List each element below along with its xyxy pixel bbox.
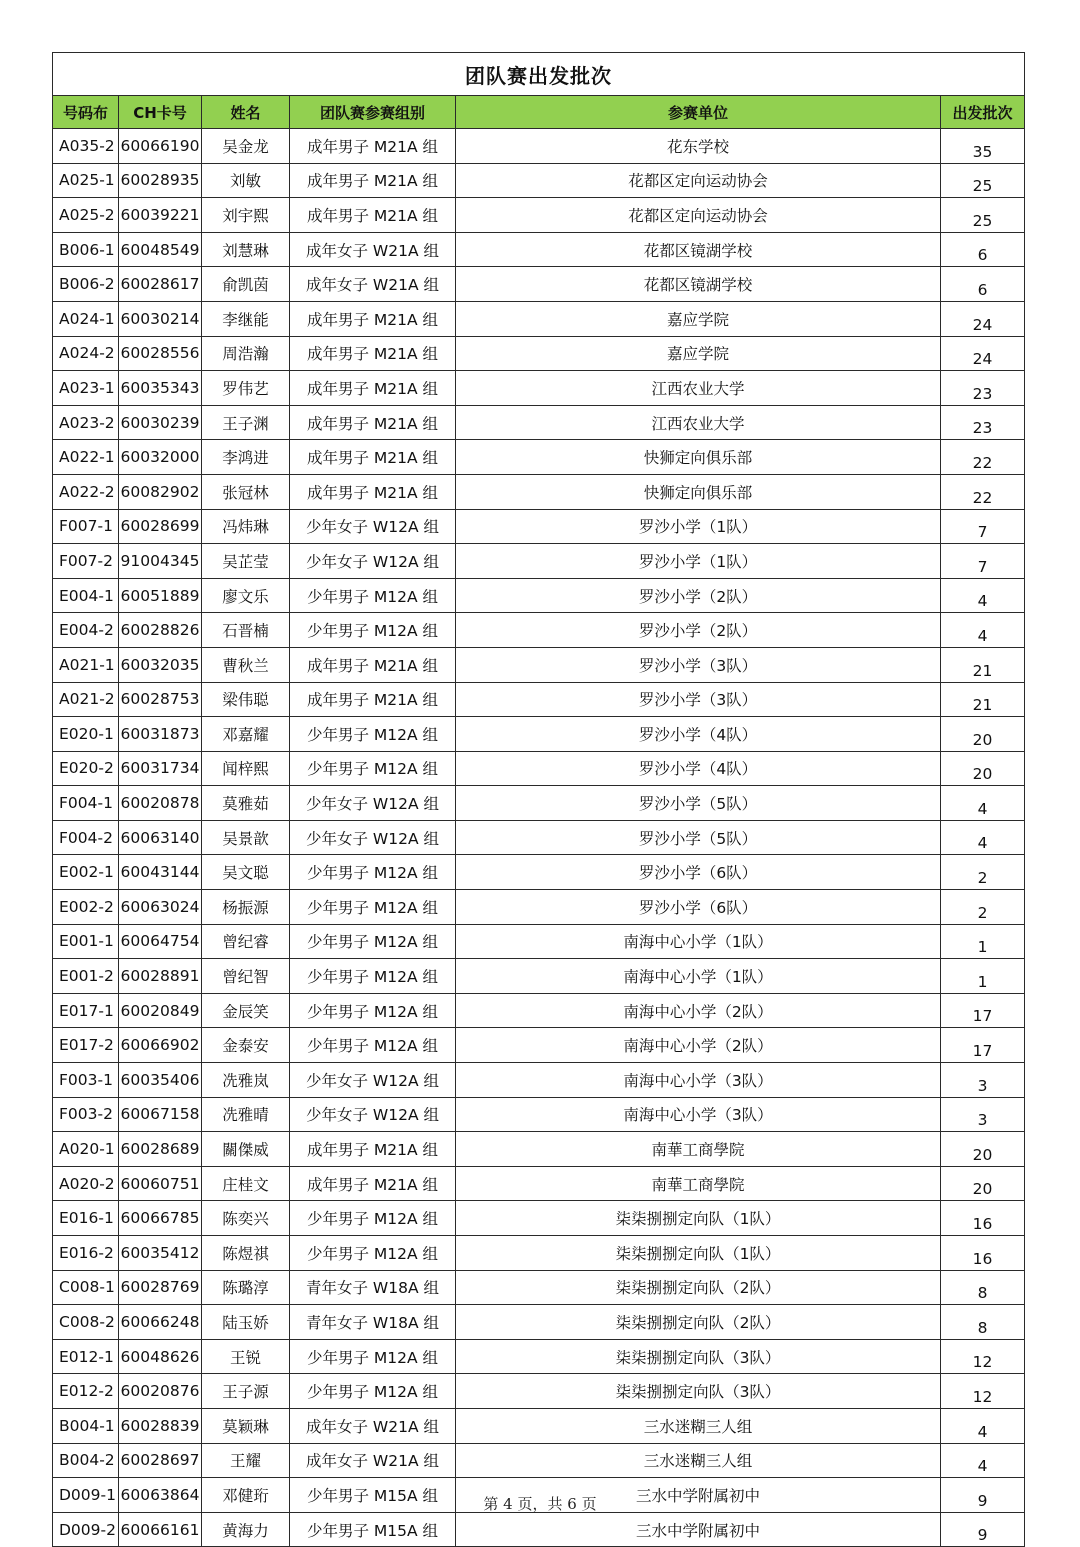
name-cell: 刘敏 — [202, 163, 290, 198]
name-cell: 杨振源 — [202, 890, 290, 925]
batch-cell: 4 — [941, 1443, 1025, 1478]
ch-card-cell: 60028689 — [119, 1132, 202, 1167]
group-cell: 少年男子 M12A 组 — [290, 751, 456, 786]
ch-card-cell: 60028556 — [119, 336, 202, 371]
group-cell: 少年男子 M12A 组 — [290, 924, 456, 959]
batch-cell: 21 — [941, 647, 1025, 682]
bib-cell: E016-2 — [53, 1236, 119, 1271]
group-cell: 成年女子 W21A 组 — [290, 232, 456, 267]
bib-cell: E020-2 — [53, 751, 119, 786]
header-unit: 参赛单位 — [456, 96, 941, 129]
table-row — [53, 440, 1025, 475]
ch-card-cell: 60031734 — [119, 751, 202, 786]
batch-cell: 1 — [941, 959, 1025, 994]
batch-cell: 4 — [941, 1408, 1025, 1443]
table-row — [53, 1408, 1025, 1443]
name-cell: 闻梓熙 — [202, 751, 290, 786]
table-row — [53, 1339, 1025, 1374]
table-title: 团队赛出发批次 — [53, 53, 1025, 96]
unit-cell: 嘉应学院 — [456, 301, 941, 336]
ch-card-cell: 60066190 — [119, 129, 202, 164]
unit-cell: 南海中心小学（3队） — [456, 1063, 941, 1098]
unit-cell: 罗沙小学（1队） — [456, 544, 941, 579]
batch-cell: 17 — [941, 993, 1025, 1028]
batch-cell: 6 — [941, 267, 1025, 302]
bib-cell: A021-2 — [53, 682, 119, 717]
batch-cell: 20 — [941, 751, 1025, 786]
group-cell: 少年男子 M15A 组 — [290, 1512, 456, 1547]
unit-cell: 罗沙小学（3队） — [456, 682, 941, 717]
group-cell: 成年女子 W21A 组 — [290, 1408, 456, 1443]
batch-cell: 9 — [941, 1512, 1025, 1547]
table-row — [53, 1097, 1025, 1132]
unit-cell: 南海中心小学（2队） — [456, 1028, 941, 1063]
batch-cell: 7 — [941, 544, 1025, 579]
name-cell: 曾纪智 — [202, 959, 290, 994]
group-cell: 少年男子 M12A 组 — [290, 1236, 456, 1271]
bib-cell: C008-1 — [53, 1270, 119, 1305]
group-cell: 成年男子 M21A 组 — [290, 1166, 456, 1201]
name-cell: 金辰笑 — [202, 993, 290, 1028]
bib-cell: B004-1 — [53, 1408, 119, 1443]
header-group: 团队赛参赛组别 — [290, 96, 456, 129]
name-cell: 王子渊 — [202, 405, 290, 440]
ch-card-cell: 60028891 — [119, 959, 202, 994]
ch-card-cell: 60032000 — [119, 440, 202, 475]
name-cell: 王耀 — [202, 1443, 290, 1478]
page-footer: 第 4 页，共 6 页 — [483, 1495, 597, 1513]
name-cell: 曾纪睿 — [202, 924, 290, 959]
table-row — [53, 682, 1025, 717]
bib-cell: E001-2 — [53, 959, 119, 994]
batch-cell: 25 — [941, 163, 1025, 198]
batch-cell: 7 — [941, 509, 1025, 544]
header-ch-card: CH卡号 — [119, 96, 202, 129]
bib-cell: E016-1 — [53, 1201, 119, 1236]
name-cell: 周浩瀚 — [202, 336, 290, 371]
unit-cell: 三水迷糊三人组 — [456, 1408, 941, 1443]
group-cell: 青年女子 W18A 组 — [290, 1270, 456, 1305]
table-row — [53, 578, 1025, 613]
group-cell: 成年男子 M21A 组 — [290, 301, 456, 336]
table-row — [53, 786, 1025, 821]
table-row — [53, 924, 1025, 959]
table-body — [53, 129, 1025, 1547]
group-cell: 少年男子 M12A 组 — [290, 613, 456, 648]
name-cell: 冯炜琳 — [202, 509, 290, 544]
name-cell: 關傑威 — [202, 1132, 290, 1167]
ch-card-cell: 60048626 — [119, 1339, 202, 1374]
batch-cell: 23 — [941, 405, 1025, 440]
table-row — [53, 993, 1025, 1028]
bib-cell: A025-1 — [53, 163, 119, 198]
unit-cell: 罗沙小学（1队） — [456, 509, 941, 544]
ch-card-cell: 60035412 — [119, 1236, 202, 1271]
group-cell: 少年男子 M12A 组 — [290, 855, 456, 890]
name-cell: 罗伟艺 — [202, 371, 290, 406]
bib-cell: F003-1 — [53, 1063, 119, 1098]
ch-card-cell: 60020878 — [119, 786, 202, 821]
table-row — [53, 267, 1025, 302]
group-cell: 少年男子 M12A 组 — [290, 1028, 456, 1063]
name-cell: 俞凯茵 — [202, 267, 290, 302]
group-cell: 少年男子 M12A 组 — [290, 1374, 456, 1409]
batch-cell: 22 — [941, 474, 1025, 509]
group-cell: 少年女子 W12A 组 — [290, 544, 456, 579]
batch-cell: 16 — [941, 1236, 1025, 1271]
batch-cell: 22 — [941, 440, 1025, 475]
bib-cell: A024-2 — [53, 336, 119, 371]
ch-card-cell: 60030239 — [119, 405, 202, 440]
unit-cell: 南華工商學院 — [456, 1132, 941, 1167]
name-cell: 廖文乐 — [202, 578, 290, 613]
unit-cell: 柒柒捌捌定向队（1队） — [456, 1236, 941, 1271]
name-cell: 王子源 — [202, 1374, 290, 1409]
batch-cell: 35 — [941, 129, 1025, 164]
name-cell: 李鸿进 — [202, 440, 290, 475]
unit-cell: 南海中心小学（1队） — [456, 924, 941, 959]
name-cell: 邓健珩 — [202, 1478, 290, 1513]
ch-card-cell: 91004345 — [119, 544, 202, 579]
group-cell: 少年男子 M12A 组 — [290, 717, 456, 752]
ch-card-cell: 60066785 — [119, 1201, 202, 1236]
table-row — [53, 1236, 1025, 1271]
bib-cell: E017-2 — [53, 1028, 119, 1063]
group-cell: 成年女子 W21A 组 — [290, 267, 456, 302]
unit-cell: 柒柒捌捌定向队（2队） — [456, 1270, 941, 1305]
batch-cell: 23 — [941, 371, 1025, 406]
batch-cell: 8 — [941, 1270, 1025, 1305]
group-cell: 少年男子 M12A 组 — [290, 1201, 456, 1236]
name-cell: 陆玉娇 — [202, 1305, 290, 1340]
batch-cell: 4 — [941, 820, 1025, 855]
unit-cell: 花都区镜湖学校 — [456, 232, 941, 267]
group-cell: 成年女子 W21A 组 — [290, 1443, 456, 1478]
ch-card-cell: 60028839 — [119, 1408, 202, 1443]
bib-cell: A024-1 — [53, 301, 119, 336]
ch-card-cell: 60063024 — [119, 890, 202, 925]
ch-card-cell: 60031873 — [119, 717, 202, 752]
batch-cell: 1 — [941, 924, 1025, 959]
bib-cell: A020-1 — [53, 1132, 119, 1167]
bib-cell: C008-2 — [53, 1305, 119, 1340]
batch-cell: 2 — [941, 890, 1025, 925]
table-row — [53, 855, 1025, 890]
ch-card-cell: 60051889 — [119, 578, 202, 613]
name-cell: 冼雅晴 — [202, 1097, 290, 1132]
group-cell: 少年男子 M12A 组 — [290, 1339, 456, 1374]
bib-cell: E002-2 — [53, 890, 119, 925]
group-cell: 成年男子 M21A 组 — [290, 163, 456, 198]
table-row — [53, 820, 1025, 855]
unit-cell: 南海中心小学（2队） — [456, 993, 941, 1028]
ch-card-cell: 60066902 — [119, 1028, 202, 1063]
name-cell: 陈奕兴 — [202, 1201, 290, 1236]
unit-cell: 江西农业大学 — [456, 405, 941, 440]
batch-cell: 4 — [941, 578, 1025, 613]
bib-cell: A022-1 — [53, 440, 119, 475]
batch-cell: 12 — [941, 1374, 1025, 1409]
table-row — [53, 129, 1025, 164]
table-row — [53, 1305, 1025, 1340]
table-row — [53, 198, 1025, 233]
bib-cell: B006-1 — [53, 232, 119, 267]
batch-cell: 4 — [941, 613, 1025, 648]
batch-cell: 20 — [941, 1132, 1025, 1167]
unit-cell: 江西农业大学 — [456, 371, 941, 406]
table-row — [53, 1374, 1025, 1409]
bib-cell: E002-1 — [53, 855, 119, 890]
ch-card-cell: 60066248 — [119, 1305, 202, 1340]
bib-cell: A021-1 — [53, 647, 119, 682]
bib-cell: A035-2 — [53, 129, 119, 164]
bib-cell: E012-1 — [53, 1339, 119, 1374]
table-row — [53, 1201, 1025, 1236]
table-row — [53, 163, 1025, 198]
group-cell: 少年男子 M12A 组 — [290, 578, 456, 613]
bib-cell: E001-1 — [53, 924, 119, 959]
unit-cell: 三水中学附属初中 — [456, 1478, 941, 1513]
table-row — [53, 1166, 1025, 1201]
name-cell: 王锐 — [202, 1339, 290, 1374]
unit-cell: 三水迷糊三人组 — [456, 1443, 941, 1478]
table-row — [53, 1443, 1025, 1478]
group-cell: 少年女子 W12A 组 — [290, 509, 456, 544]
batch-cell: 9 — [941, 1478, 1025, 1513]
group-cell: 少年女子 W12A 组 — [290, 1097, 456, 1132]
table-row — [53, 959, 1025, 994]
batch-cell: 20 — [941, 717, 1025, 752]
table-row — [53, 232, 1025, 267]
group-cell: 成年男子 M21A 组 — [290, 1132, 456, 1167]
unit-cell: 罗沙小学（2队） — [456, 613, 941, 648]
ch-card-cell: 60020876 — [119, 1374, 202, 1409]
table-row — [53, 405, 1025, 440]
group-cell: 成年男子 M21A 组 — [290, 371, 456, 406]
group-cell: 成年男子 M21A 组 — [290, 474, 456, 509]
name-cell: 黄海力 — [202, 1512, 290, 1547]
name-cell: 冼雅岚 — [202, 1063, 290, 1098]
ch-card-cell: 60082902 — [119, 474, 202, 509]
name-cell: 莫颖琳 — [202, 1408, 290, 1443]
table-row — [53, 717, 1025, 752]
bib-cell: E012-2 — [53, 1374, 119, 1409]
ch-card-cell: 60028753 — [119, 682, 202, 717]
ch-card-cell: 60035406 — [119, 1063, 202, 1098]
unit-cell: 花都区定向运动协会 — [456, 163, 941, 198]
table-row — [53, 371, 1025, 406]
bib-cell: E020-1 — [53, 717, 119, 752]
name-cell: 陈煜祺 — [202, 1236, 290, 1271]
ch-card-cell: 60035343 — [119, 371, 202, 406]
ch-card-cell: 60067158 — [119, 1097, 202, 1132]
group-cell: 少年女子 W12A 组 — [290, 820, 456, 855]
ch-card-cell: 60028769 — [119, 1270, 202, 1305]
group-cell: 少年男子 M12A 组 — [290, 890, 456, 925]
unit-cell: 南海中心小学（1队） — [456, 959, 941, 994]
batch-cell: 3 — [941, 1097, 1025, 1132]
ch-card-cell: 60066161 — [119, 1512, 202, 1547]
header-bib: 号码布 — [53, 96, 119, 129]
name-cell: 金泰安 — [202, 1028, 290, 1063]
name-cell: 张冠林 — [202, 474, 290, 509]
name-cell: 吴文聪 — [202, 855, 290, 890]
batch-cell: 17 — [941, 1028, 1025, 1063]
unit-cell: 南華工商學院 — [456, 1166, 941, 1201]
unit-cell: 罗沙小学（4队） — [456, 751, 941, 786]
unit-cell: 罗沙小学（6队） — [456, 890, 941, 925]
ch-card-cell: 60043144 — [119, 855, 202, 890]
unit-cell: 南海中心小学（3队） — [456, 1097, 941, 1132]
ch-card-cell: 60032035 — [119, 647, 202, 682]
group-cell: 青年女子 W18A 组 — [290, 1305, 456, 1340]
table-row — [53, 1028, 1025, 1063]
name-cell: 邓嘉耀 — [202, 717, 290, 752]
bib-cell: F003-2 — [53, 1097, 119, 1132]
name-cell: 吴芷莹 — [202, 544, 290, 579]
batch-cell: 6 — [941, 232, 1025, 267]
table-row — [53, 509, 1025, 544]
name-cell: 李继能 — [202, 301, 290, 336]
table-row — [53, 1132, 1025, 1167]
bib-cell: D009-1 — [53, 1478, 119, 1513]
bib-cell: A023-2 — [53, 405, 119, 440]
unit-cell: 柒柒捌捌定向队（1队） — [456, 1201, 941, 1236]
batch-cell: 16 — [941, 1201, 1025, 1236]
ch-card-cell: 60063864 — [119, 1478, 202, 1513]
unit-cell: 罗沙小学（5队） — [456, 786, 941, 821]
ch-card-cell: 60020849 — [119, 993, 202, 1028]
ch-card-cell: 60060751 — [119, 1166, 202, 1201]
name-cell: 石晋楠 — [202, 613, 290, 648]
unit-cell: 罗沙小学（3队） — [456, 647, 941, 682]
ch-card-cell: 60064754 — [119, 924, 202, 959]
name-cell: 庄桂文 — [202, 1166, 290, 1201]
group-cell: 成年男子 M21A 组 — [290, 336, 456, 371]
table-row — [53, 613, 1025, 648]
bib-cell: B006-2 — [53, 267, 119, 302]
table-row — [53, 647, 1025, 682]
bib-cell: A023-1 — [53, 371, 119, 406]
unit-cell: 嘉应学院 — [456, 336, 941, 371]
header-name: 姓名 — [202, 96, 290, 129]
group-cell: 少年男子 M15A 组 — [290, 1478, 456, 1513]
unit-cell: 花都区镜湖学校 — [456, 267, 941, 302]
ch-card-cell: 60028826 — [119, 613, 202, 648]
unit-cell: 罗沙小学（4队） — [456, 717, 941, 752]
bib-cell: E004-1 — [53, 578, 119, 613]
bib-cell: F004-2 — [53, 820, 119, 855]
batch-cell: 12 — [941, 1339, 1025, 1374]
ch-card-cell: 60028697 — [119, 1443, 202, 1478]
unit-cell: 快狮定向俱乐部 — [456, 440, 941, 475]
unit-cell: 罗沙小学（2队） — [456, 578, 941, 613]
group-cell: 成年男子 M21A 组 — [290, 129, 456, 164]
unit-cell: 柒柒捌捌定向队（2队） — [456, 1305, 941, 1340]
table-row — [53, 1512, 1025, 1547]
group-cell: 少年男子 M12A 组 — [290, 993, 456, 1028]
batch-cell: 3 — [941, 1063, 1025, 1098]
bib-cell: A025-2 — [53, 198, 119, 233]
batch-cell: 20 — [941, 1166, 1025, 1201]
name-cell: 吴景歆 — [202, 820, 290, 855]
ch-card-cell: 60039221 — [119, 198, 202, 233]
batch-cell: 24 — [941, 336, 1025, 371]
table-row — [53, 1270, 1025, 1305]
unit-cell: 花都区定向运动协会 — [456, 198, 941, 233]
batch-cell: 8 — [941, 1305, 1025, 1340]
ch-card-cell: 60048549 — [119, 232, 202, 267]
batch-cell: 25 — [941, 198, 1025, 233]
bib-cell: D009-2 — [53, 1512, 119, 1547]
batch-cell: 2 — [941, 855, 1025, 890]
unit-cell: 罗沙小学（5队） — [456, 820, 941, 855]
ch-card-cell: 60063140 — [119, 820, 202, 855]
unit-cell: 柒柒捌捌定向队（3队） — [456, 1339, 941, 1374]
name-cell: 梁伟聪 — [202, 682, 290, 717]
name-cell: 刘宇熙 — [202, 198, 290, 233]
table-row — [53, 890, 1025, 925]
group-cell: 少年女子 W12A 组 — [290, 786, 456, 821]
bib-cell: F007-1 — [53, 509, 119, 544]
name-cell: 陈璐淳 — [202, 1270, 290, 1305]
name-cell: 刘慧琳 — [202, 232, 290, 267]
bib-cell: B004-2 — [53, 1443, 119, 1478]
ch-card-cell: 60028617 — [119, 267, 202, 302]
batch-cell: 24 — [941, 301, 1025, 336]
group-cell: 成年男子 M21A 组 — [290, 440, 456, 475]
unit-cell: 快狮定向俱乐部 — [456, 474, 941, 509]
bib-cell: E004-2 — [53, 613, 119, 648]
start-batch-table — [52, 52, 1025, 1547]
unit-cell: 三水中学附属初中 — [456, 1512, 941, 1547]
group-cell: 成年男子 M21A 组 — [290, 405, 456, 440]
table-row — [53, 301, 1025, 336]
table-row — [53, 544, 1025, 579]
header-batch: 出发批次 — [941, 96, 1025, 129]
ch-card-cell: 60030214 — [119, 301, 202, 336]
table-row — [53, 336, 1025, 371]
group-cell: 成年男子 M21A 组 — [290, 198, 456, 233]
bib-cell: F007-2 — [53, 544, 119, 579]
name-cell: 曹秋兰 — [202, 647, 290, 682]
unit-cell: 花东学校 — [456, 129, 941, 164]
table-row — [53, 751, 1025, 786]
batch-cell: 21 — [941, 682, 1025, 717]
unit-cell: 柒柒捌捌定向队（3队） — [456, 1374, 941, 1409]
bib-cell: E017-1 — [53, 993, 119, 1028]
batch-cell: 4 — [941, 786, 1025, 821]
bib-cell: A020-2 — [53, 1166, 119, 1201]
unit-cell: 罗沙小学（6队） — [456, 855, 941, 890]
header-row — [53, 96, 1025, 129]
group-cell: 成年男子 M21A 组 — [290, 647, 456, 682]
name-cell: 莫雅茹 — [202, 786, 290, 821]
bib-cell: A022-2 — [53, 474, 119, 509]
group-cell: 少年女子 W12A 组 — [290, 1063, 456, 1098]
ch-card-cell: 60028935 — [119, 163, 202, 198]
ch-card-cell: 60028699 — [119, 509, 202, 544]
group-cell: 成年男子 M21A 组 — [290, 682, 456, 717]
group-cell: 少年男子 M12A 组 — [290, 959, 456, 994]
table-row — [53, 1063, 1025, 1098]
table-row — [53, 474, 1025, 509]
name-cell: 吴金龙 — [202, 129, 290, 164]
bib-cell: F004-1 — [53, 786, 119, 821]
